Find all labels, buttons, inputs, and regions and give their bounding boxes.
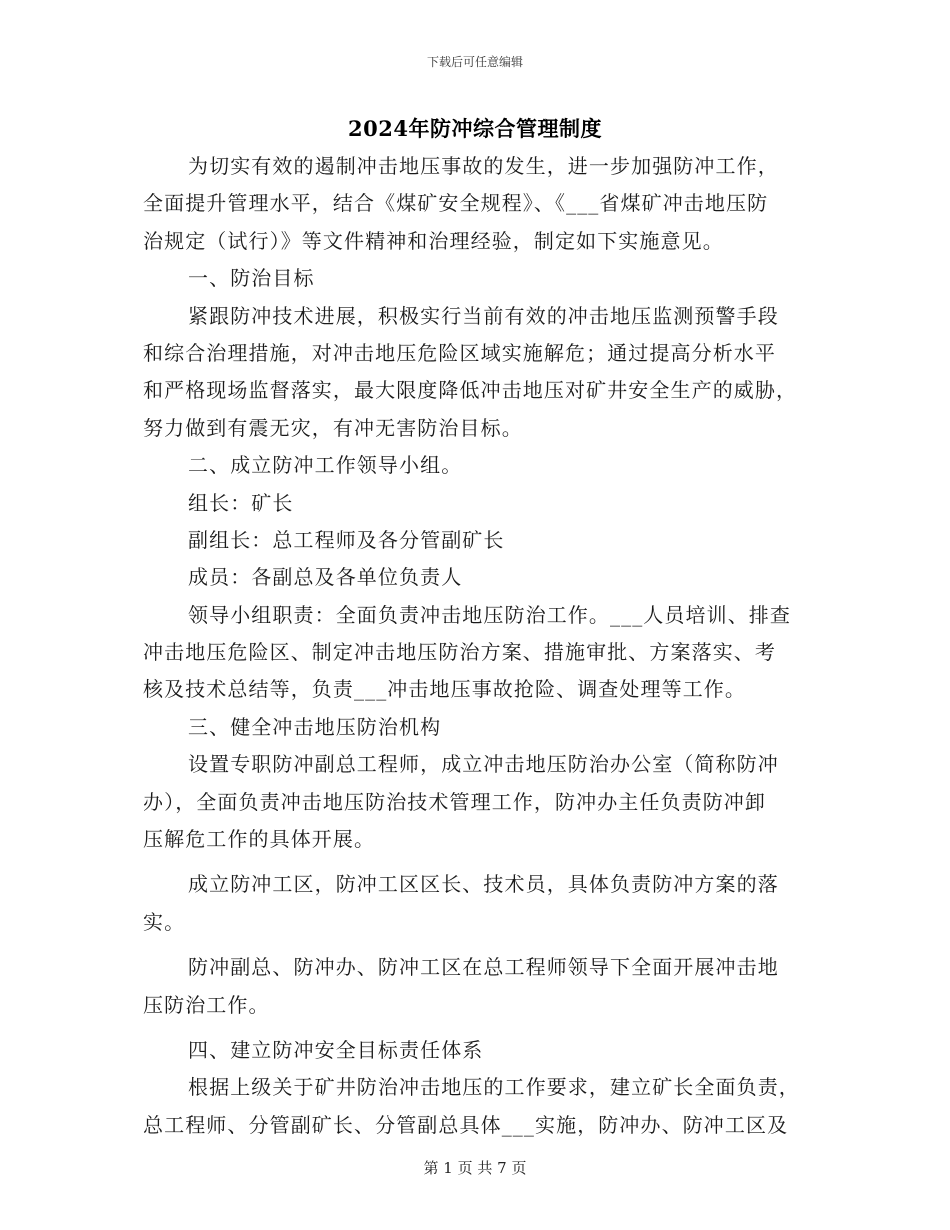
body-line: 和严格现场监督落实，最大限度降低冲击地压对矿井安全生产的威胁， [143, 378, 798, 403]
body-line: 根据上级关于矿井防治冲击地压的工作要求，建立矿长全面负责， [188, 1075, 800, 1100]
section-heading: 四、建立防冲安全目标责任体系 [188, 1037, 484, 1062]
body-line: 治规定（试行）》等文件精神和治理经验，制定如下实施意见。 [143, 228, 724, 253]
body-line: 和综合治理措施，对冲击地压危险区域实施解危；通过提高分析水平 [143, 340, 776, 365]
section-heading: 二、成立防冲工作领导小组。 [188, 453, 463, 478]
body-line: 紧跟防冲技术进展，积极实行当前有效的冲击地压监测预警手段 [188, 303, 779, 328]
body-line: 副组长：总工程师及各分管副矿长 [188, 527, 505, 552]
body-line: 压解危工作的具体开展。 [143, 827, 376, 852]
body-line: 为切实有效的遏制冲击地压事故的发生，进一步加强防冲工作， [188, 154, 779, 178]
paragraph-gap [143, 941, 811, 949]
body-line: 成立防冲工区，防冲工区区长、技术员，具体负责防冲方案的落 [188, 872, 779, 897]
paragraph-gap [143, 1024, 811, 1032]
paragraph-gap [143, 858, 811, 866]
body-line: 压防治工作。 [143, 992, 270, 1017]
body-line: 实。 [143, 909, 186, 934]
body-line: 设置专职防冲副总工程师，成立冲击地压防治办公室（简称防冲 [188, 752, 779, 777]
body-line: 成员：各副总及各单位负责人 [188, 565, 463, 590]
document-body [143, 148, 811, 1144]
body-line: 冲击地压危险区、制定冲击地压防治方案、措施审批、方案落实、考 [143, 640, 776, 665]
body-line: 组长：矿长 [188, 490, 294, 515]
body-line: 核及技术总结等，负责___冲击地压事故抢险、调查处理等工作。 [143, 677, 746, 702]
body-line: 努力做到有震无灾，有冲无害防治目标。 [143, 415, 523, 440]
section-heading: 三、健全冲击地压防治机构 [188, 714, 442, 739]
body-line: 全面提升管理水平，结合《煤矿安全规程》、《___省煤矿冲击地压防 [143, 191, 769, 216]
header-note: 下载后可任意编辑 [426, 55, 523, 69]
body-line: 防冲副总、防冲办、防冲工区在总工程师领导下全面开展冲击地 [188, 955, 779, 980]
page-footer: 第 1 页 共 7 页 [423, 1159, 527, 1177]
body-line: 领导小组职责：全面负责冲击地压防治工作。___人员培训、排查 [188, 602, 791, 627]
body-line: 办），全面负责冲击地压防治技术管理工作，防冲办主任负责防冲卸 [143, 789, 766, 814]
body-line: 总工程师、分管副矿长、分管副总具体___实施，防冲办、防冲工区及 [143, 1112, 789, 1137]
document-title: 2024年防冲综合管理制度 [348, 116, 602, 141]
section-heading: 一、防治目标 [188, 266, 315, 291]
